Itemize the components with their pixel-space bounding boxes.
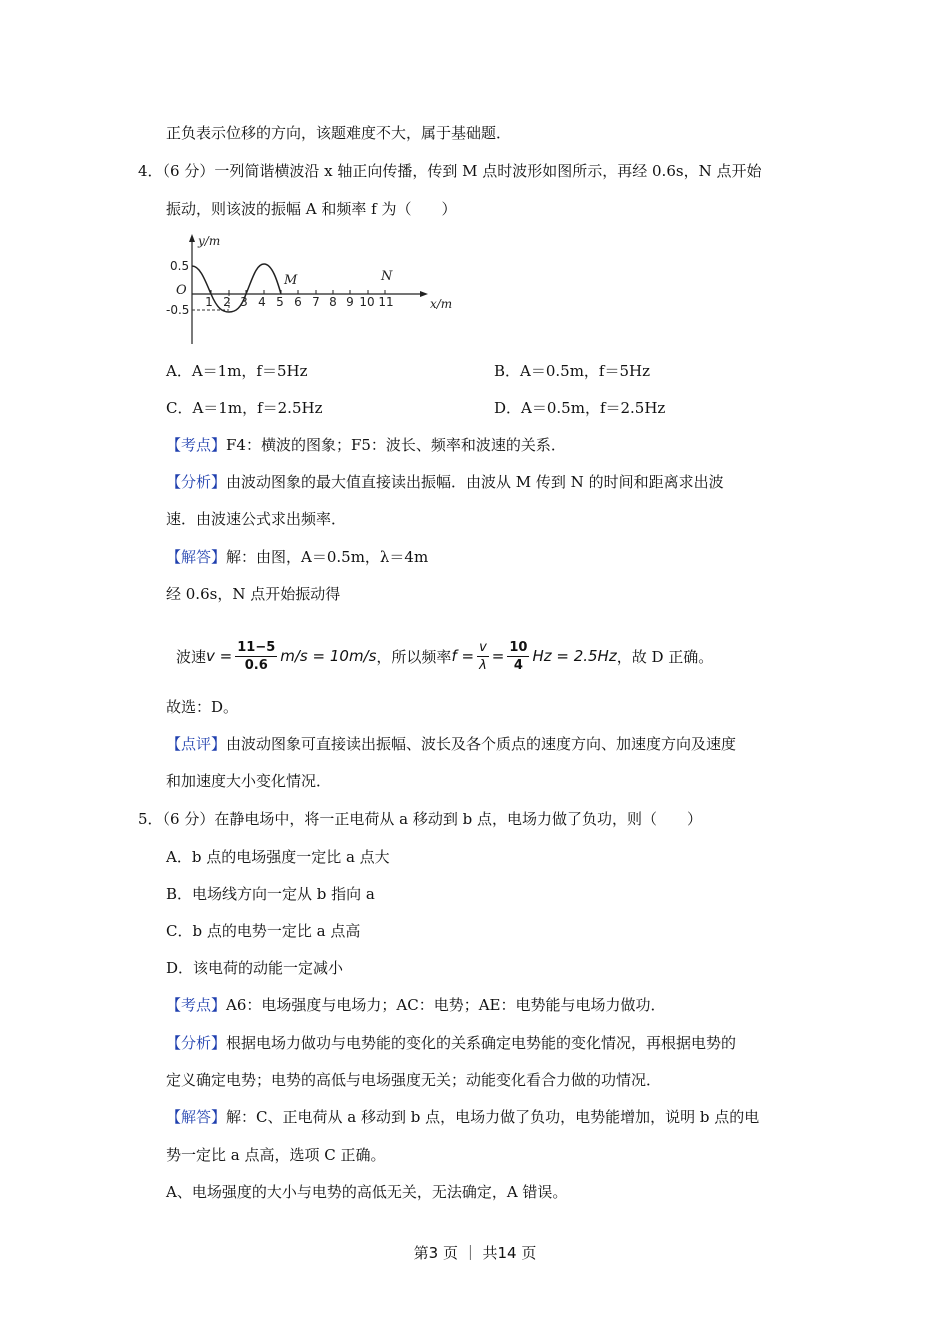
q5-jieda <box>166 1106 759 1128</box>
q4-jieda-tag: 【解答】 <box>166 548 227 566</box>
q5-jieda-line3: A、电场强度的大小与电势的高低无关，无法确定，A 错误。 <box>166 1183 568 1201</box>
x-tick-8: 8 <box>329 295 337 309</box>
formula-v-eq: v = <box>206 647 233 665</box>
point-m-label: M <box>284 273 298 288</box>
x-tick-2: 2 <box>223 295 231 309</box>
prev-conclusion: 正负表示位移的方向，该题难度不大，属于基础题． <box>166 124 512 142</box>
y-axis-arrow <box>189 234 195 242</box>
q5-fenxi-tag: 【分析】 <box>166 1034 227 1052</box>
q4-stem-line2: 振动，则该波的振幅 A 和频率 f 为（ ） <box>166 200 457 218</box>
x-tick-3: 3 <box>240 295 248 309</box>
q4-option-a: A．A＝1m，f＝5Hz <box>166 362 308 380</box>
formula-f1-num: v <box>479 639 487 655</box>
y-tick-lower: -0.5 <box>166 303 190 317</box>
formula-f2-fraction <box>507 640 529 673</box>
x-tick-9: 9 <box>346 295 354 309</box>
q5-jieda-line2: 势一定比 a 点高，选项 C 正确。 <box>166 1146 386 1164</box>
q5-kaodian-tag: 【考点】 <box>166 996 227 1014</box>
formula-f2-num: 10 <box>509 639 528 655</box>
x-tick-6: 6 <box>294 295 302 309</box>
q4-jieda-line2: 经 0.6s，N 点开始振动得 <box>166 585 341 603</box>
q5-option-d: D．该电荷的动能一定减小 <box>166 959 344 977</box>
formula-v-den: 0.6 <box>244 657 268 673</box>
q4-kaodian <box>166 434 566 456</box>
q4-answer: 故选：D。 <box>166 698 239 716</box>
q4-option-d: D．A＝0.5m，f＝2.5Hz <box>494 399 666 417</box>
x-tick-10: 10 <box>359 295 375 309</box>
formula-prefix: 波速 <box>176 647 207 666</box>
formula-v-num: 11−5 <box>237 639 276 655</box>
y-axis-label: y/m <box>198 234 221 248</box>
point-n-label: N <box>381 269 393 284</box>
q4-jieda-text: 解：由图，A＝0.5m，λ＝4m <box>226 548 429 566</box>
q5-jieda-tag: 【解答】 <box>166 1108 227 1126</box>
x-axis-arrow <box>420 291 428 297</box>
wave-speed-formula <box>176 628 713 684</box>
page-footer: 第3 页 ｜ 共14 页 <box>413 1244 537 1262</box>
x-tick-5: 5 <box>276 295 284 309</box>
formula-f-eq: f = <box>451 647 475 665</box>
q4-kaodian-text: F4：横波的图象；F5：波长、频率和波速的关系． <box>226 436 566 454</box>
formula-f2-den: 4 <box>513 657 523 673</box>
q4-option-c: C．A＝1m，f＝2.5Hz <box>166 399 323 417</box>
q4-fenxi <box>166 471 724 493</box>
x-axis-label: x/m <box>430 297 453 311</box>
formula-v-fraction <box>235 640 277 673</box>
q5-stem: 5．（6 分）在静电场中，将一正电荷从 a 移动到 b 点，电场力做了负功，则（ ） <box>138 810 702 828</box>
formula-v-rest: m/s = 10m/s <box>280 647 377 665</box>
q4-dianping-line2: 和加速度大小变化情况． <box>166 772 332 790</box>
q4-fenxi-line2: 速．由波速公式求出频率． <box>166 510 347 528</box>
formula-f1-den: λ <box>479 657 487 673</box>
formula-suffix: ，故 D 正确。 <box>616 647 714 666</box>
q5-option-c: C．b 点的电势一定比 a 点高 <box>166 922 361 940</box>
formula-f1-fraction <box>477 640 489 673</box>
q5-option-a: A．b 点的电场强度一定比 a 点大 <box>166 848 390 866</box>
q5-fenxi <box>166 1032 736 1054</box>
q4-dianping <box>166 733 736 755</box>
q4-dianping-text: 由波动图象可直接读出振幅、波长及各个质点的速度方向、加速度方向及速度 <box>226 735 737 753</box>
formula-mid: ，所以频率 <box>376 647 452 666</box>
formula-f-rest: Hz = 2.5Hz <box>532 647 617 665</box>
wave-graph <box>160 228 460 348</box>
q4-fenxi-tag: 【分析】 <box>166 473 227 491</box>
x-tick-11: 11 <box>378 295 394 309</box>
q5-kaodian-text: A6：电场强度与电场力；AC：电势；AE：电势能与电场力做功． <box>226 996 666 1014</box>
q4-stem-line1: 4．（6 分）一列简谐横波沿 x 轴正向传播，传到 M 点时波形如图所示，再经 0.6s，N 点开始 <box>138 162 762 180</box>
q5-kaodian <box>166 994 666 1016</box>
q4-option-b: B．A＝0.5m，f＝5Hz <box>494 362 651 380</box>
formula-f-eq2: = <box>491 647 505 665</box>
q5-fenxi-line2: 定义确定电势；电势的高低与电场强度无关；动能变化看合力做的功情况． <box>166 1071 662 1089</box>
q5-option-b: B．电场线方向一定从 b 指向 a <box>166 885 375 903</box>
q4-dianping-tag: 【点评】 <box>166 735 227 753</box>
q5-fenxi-text: 根据电场力做功与电势能的变化的关系确定电势能的变化情况，再根据电势的 <box>226 1034 737 1052</box>
x-tick-1: 1 <box>205 295 213 309</box>
q5-jieda-text: 解：C、正电荷从 a 移动到 b 点，电场力做了负功，电势能增加，说明 b 点的电 <box>226 1108 760 1126</box>
x-tick-4: 4 <box>258 295 266 309</box>
q4-jieda <box>166 546 428 568</box>
q4-fenxi-text: 由波动图象的最大值直接读出振幅．由波从 M 传到 N 的时间和距离求出波 <box>226 473 724 491</box>
q4-kaodian-tag: 【考点】 <box>166 436 227 454</box>
origin-label: O <box>176 283 187 298</box>
x-tick-7: 7 <box>312 295 320 309</box>
y-tick-upper: 0.5 <box>170 259 190 273</box>
